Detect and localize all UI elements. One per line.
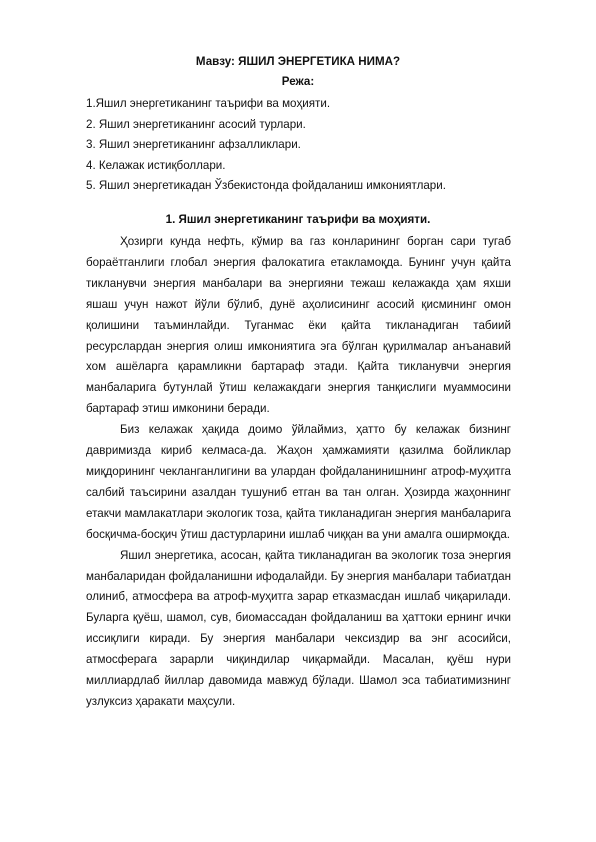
paragraph: Ҳозирги кунда нефть, кўмир ва газ конларининг борган сари тугаб бораётганлиги глобал энергия фалокатига етакламоқда. Бунинг учун қайта тикланувчи энергия манбалари ва энергияни тежаш келажакда ҳам яхши яшаш учун нажот йўли бўлиб, дунё аҳолисининг асосий қисмининг омон қолишини таъминлайди. Туганмас ёки қайта тикланадиган табиий ресурслардан энергия олиш имкониятига эга бўлган қурилмалар анъанавий хом ашёларга қарамликни бартараф этади. Қайта тикланувчи энергия манбаларига бутунлай ўтиш келажакдаги энергия танқислиги муаммосини бартараф этиш имконини беради. [86,235,511,416]
plan-item: 2. Яшил энергетиканинг асосий турлари. [86,117,306,131]
plan-list [86,94,516,197]
plan-item: 4. Келажак истиқболлари. [86,158,226,172]
plan-item: 1.Яшил энергетиканинг таърифи ва моҳияти. [86,97,331,110]
section-heading: 1. Яшил энергетиканинг таърифи ва моҳияти. [165,213,431,226]
document-title: Мавзу: ЯШИЛ ЭНЕРГЕТИКА НИМА? [195,55,401,68]
paragraph: Биз келажак ҳақида доимо ўйлаймиз, ҳатто бу келажак бизнинг давримизда кириб келмаса-да. Жаҳон ҳамжамияти қазилма бойликлар миқдорининг чекланганлигини ва улардан фойдаланинишнинг атроф-муҳитга салбий таъсирини азалдан тушуниб етган ва тан олган. Ҳозирда жаҳоннинг етакчи мамлакатлари экологик тоза, қайта тикланадиган энергия манбаларига босқичма-босқич ўтиш дастурларини ишлаб чиққан ва уни амалга оширмоқда. [86,423,511,541]
plan-heading: Режа: [281,75,315,88]
body-text [86,232,511,713]
plan-item: 3. Яшил энергетиканинг афзалликлари. [86,138,301,151]
plan-item: 5. Яшил энергетикадан Ўзбекистонда фойдаланиш имкониятлари. [86,179,446,192]
paragraph: Яшил энергетика, асосан, қайта тикланадиган ва экологик тоза энергия манбаларидан фойдаланишни ифодалайди. Бу энергия манбалари табиатдан олиниб, атмосфера ва атроф-муҳитга зарар етказмасдан ишлаб чиқарилади. Буларга қуёш, шамол, сув, биомассадан фойдаланиш ва ҳаттоки ернинг ички иссиқлиги киради. Бу энергия манбалари чексиздир ва энг асосийси, атмосферага зарарли чиқиндилар чиқармайди. Масалан, қуёш нури миллиардлаб йиллар давомида мавжуд бўлади. Шамол эса табиатимизнинг узлуксиз ҳаракати маҳсули. [86,548,511,708]
